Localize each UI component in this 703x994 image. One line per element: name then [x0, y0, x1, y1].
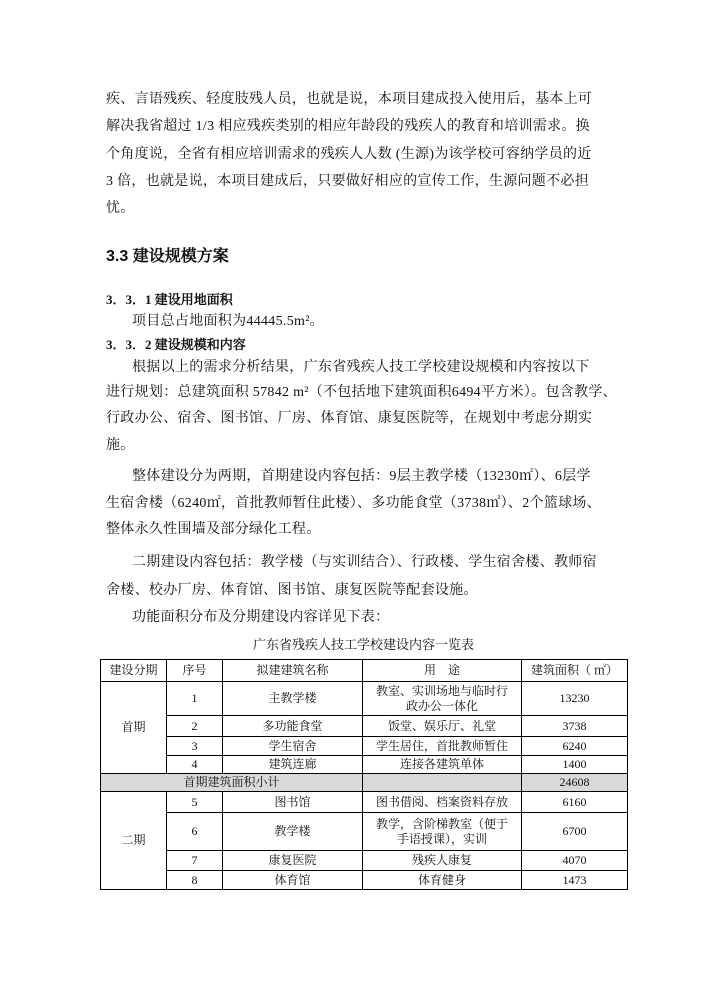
- paragraph-1-line: 施。: [106, 438, 135, 453]
- section-heading: 3.3 建设规模方案: [106, 248, 229, 265]
- row-name: 建筑连廊: [223, 756, 363, 774]
- row-name: 学生宿舍: [223, 737, 363, 756]
- subtotal-empty: [363, 774, 522, 792]
- header-use: 用 途: [363, 660, 522, 682]
- paragraph-1-line: 行政办公、宿舍、图书馆、厂房、体育馆、康复医院等，在规划中考虑分期实: [106, 411, 593, 426]
- row-no: 2: [167, 716, 223, 737]
- row-area: 3738: [522, 716, 628, 737]
- intro-line: 3 倍，也就是说，本项目建成后，只要做好相应的宣传工作，生源问题不必担: [106, 174, 589, 189]
- subtotal-area: 24608: [522, 774, 628, 792]
- row-area: 6240: [522, 737, 628, 756]
- row-use-line: 手语授课），实训: [396, 831, 487, 846]
- construction-table: [100, 659, 628, 890]
- row-area: 4070: [522, 851, 628, 871]
- land-area-text: 项目总占地面积为44445.5m²。: [132, 314, 324, 329]
- paragraph-1-line: 进行规划：总建筑面积 57842 m²（不包括地下建筑面积6494平方米）。包含教学、: [106, 385, 617, 400]
- table-title: 广东省残疾人技工学校建设内容一览表: [252, 637, 474, 652]
- phase-label: 二期: [101, 792, 167, 890]
- row-area: 1400: [522, 756, 628, 774]
- row-area: 1473: [522, 871, 628, 890]
- row-name: 主教学楼: [223, 682, 363, 716]
- subtotal-row: [101, 774, 628, 792]
- header-area: 建筑面积（ ㎡）: [522, 660, 628, 682]
- row-no: 3: [167, 737, 223, 756]
- row-use: 图书借阅、档案资料存放: [363, 792, 522, 813]
- paragraph-2-line: 生宿舍楼（6240㎡，首批教师暂住此楼）、多功能食堂（3738㎡）、2个篮球场、: [106, 496, 601, 511]
- paragraph-1-line: 根据以上的需求分析结果，广东省残疾人技工学校建设规模和内容按以下: [132, 360, 590, 375]
- table-row: [101, 716, 628, 737]
- paragraph-3-line: 舍楼、校办厂房、体育馆、图书馆、康复医院等配套设施。: [106, 583, 478, 598]
- paragraph-2-line: 整体永久性围墙及部分绿化工程。: [106, 522, 321, 537]
- row-use: 连接各建筑单体: [363, 756, 522, 774]
- intro-line: 个角度说，全省有相应培训需求的残疾人人数 (生源)为该学校可容纳学员的近: [106, 147, 592, 162]
- row-name: 图书馆: [223, 792, 363, 813]
- subsection-1-heading: 3．3．1 建设用地面积: [106, 292, 233, 307]
- row-area: 6700: [522, 813, 628, 851]
- row-no: 6: [167, 813, 223, 851]
- table-row: [101, 737, 628, 756]
- table-intro: 功能面积分布及分期建设内容详见下表：: [132, 610, 390, 625]
- row-name: 多功能食堂: [223, 716, 363, 737]
- paragraph-2-line: 整体建设分为两期，首期建设内容包括：9层主教学楼（13230㎡）、6层学: [132, 469, 591, 484]
- header-no: 序号: [167, 660, 223, 682]
- table-row: [101, 756, 628, 774]
- header-name: 拟建建筑名称: [223, 660, 363, 682]
- subtotal-label: 首期建筑面积小计: [101, 774, 363, 792]
- table-row: [101, 792, 628, 813]
- table-row: [101, 682, 628, 716]
- row-area: 13230: [522, 682, 628, 716]
- row-use: 体育健身: [363, 871, 522, 890]
- row-no: 7: [167, 851, 223, 871]
- row-use: 残疾人康复: [363, 851, 522, 871]
- row-name: 体育馆: [223, 871, 363, 890]
- row-name: 康复医院: [223, 851, 363, 871]
- row-use-line: 政办公一体化: [405, 698, 478, 713]
- row-use: 学生居住，首批教师暂住: [363, 737, 522, 756]
- row-use: 饭堂、娱乐厅、礼堂: [363, 716, 522, 737]
- header-phase: 建设分期: [101, 660, 167, 682]
- table-row: [101, 851, 628, 871]
- intro-line: 忧。: [106, 201, 135, 216]
- row-name: 教学楼: [223, 813, 363, 851]
- row-use-line: 教学，含阶梯教室（便于: [375, 816, 508, 831]
- row-no: 1: [167, 682, 223, 716]
- intro-line: 疾、言语残疾、轻度肢残人员，也就是说，本项目建成投入使用后，基本上可: [106, 92, 593, 107]
- subsection-2-heading: 3．3．2 建设规模和内容: [106, 337, 246, 352]
- row-no: 8: [167, 871, 223, 890]
- row-use-line: 教室、实训场地与临时行: [375, 683, 508, 698]
- intro-line: 解决我省超过 1/3 相应残疾类别的相应年龄段的残疾人的教育和培训需求。换: [106, 119, 590, 134]
- table-row: [101, 871, 628, 890]
- row-use: [363, 813, 522, 851]
- table-header-row: [101, 660, 628, 682]
- row-area: 6160: [522, 792, 628, 813]
- paragraph-3-line: 二期建设内容包括：教学楼（与实训结合）、行政楼、学生宿舍楼、教师宿: [132, 555, 597, 570]
- row-no: 5: [167, 792, 223, 813]
- row-no: 4: [167, 756, 223, 774]
- row-use: [363, 682, 522, 716]
- table-row: [101, 813, 628, 851]
- phase-label: 首期: [101, 682, 167, 774]
